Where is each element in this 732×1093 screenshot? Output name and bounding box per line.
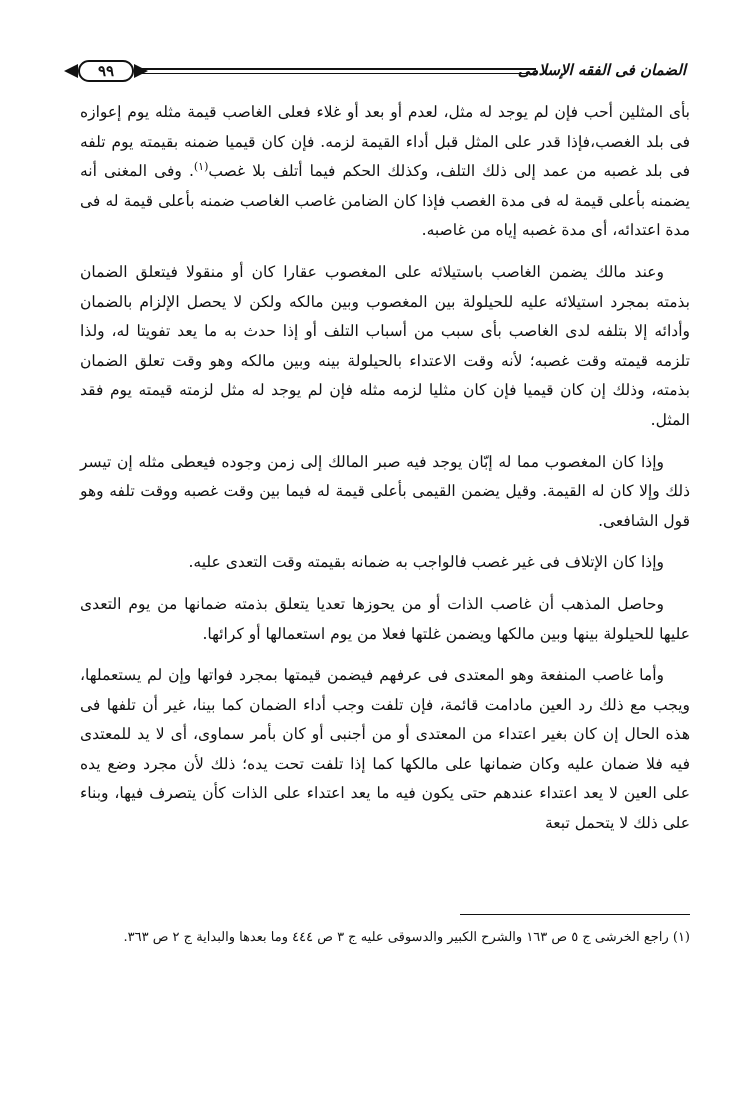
paragraph-6: وأما غاصب المنفعة وهو المعتدى فى عرفهم فيضمن قيمتها بمجرد فواتها وإن لم يستعملها، ويجب مع ذلك رد العين مادامت قائمة، فإن تلفت وجب أداء الضمان كما بينا، غير أن تلفها فى هذه الحال إن كان بغير اعتداء من المعتدى أو من أجنبى أو كان بأمر سماوى، أى لا يد للمعتدى فيه فلا ضمان عليه وكان ضمانها على مالكها كما إذا تلفت تحت يده؛ ذلك لأن مجرد وضع يده على العين لا يعد اعتداء عندهم حتى يكون فيه ما يعد اعتداء على الذات كأن يتصرف فيها، وبناء على ذلك لا يتحمل تبعة bbox=[80, 666, 690, 833]
paragraph-3: وإذا كان المغصوب مما له إبّان يوجد فيه صبر المالك إلى زمن وجوده فيعطى مثله إن تيسر ذلك وإلا كان له القيمة. وقيل يضمن القيمى بأعلى قيمة له فيما بين وقت غصبه ووقت تلفه وهو قول الشافعى. bbox=[80, 452, 690, 530]
body-text bbox=[80, 98, 690, 851]
paragraph-5: وحاصل المذهب أن غاصب الذات أو من يحوزها تعديا يتعلق بذمته ضمانها من يوم التعدى عليها للحيلولة بينها وبين مالكها ويضمن غلتها فعلا من يوم استعمالها أو كرائها. bbox=[80, 594, 690, 643]
paragraph-1 bbox=[80, 98, 690, 246]
footnote-reference: (١) bbox=[193, 160, 209, 174]
running-title: الضمان فى الفقه الإسلامى bbox=[517, 61, 686, 79]
header-right-arrow-ornament bbox=[134, 64, 148, 78]
paragraph-1-continuation: . وفى المغنى أنه يضمنه بأعلى قيمة له فى مدة الغصب فإذا كان الضامن غاصب الغاصب ضمنه بأعلى قيمة له فى مدة اعتدائه، أى مدة غصبه إياه من غاصبه. bbox=[80, 162, 690, 240]
page-number: ٩٩ bbox=[78, 60, 134, 82]
running-header bbox=[64, 58, 686, 92]
paragraph-1-text: بأى المثلين أحب فإن لم يوجد له مثل، لعدم أو بعد أو غلاء فعلى الغاصب قيمة مثله يوم إعوازه فى بلد الغصب،فإذا قدر على المثل قبل أداء القيمة لزمه. فإن كان قيميا ضمنه بقيمته يوم تلفه فى بلد غصبه من عمد إلى ذلك التلف، وكذلك الحكم فيما أتلف بلا غصب bbox=[80, 103, 690, 181]
paragraph-4: وإذا كان الإتلاف فى غير غصب فالواجب به ضمانه بقيمته وقت التعدى عليه. bbox=[188, 553, 664, 572]
footnote: (١) راجع الخرشى ج ٥ ص ١٦٣ والشرح الكبير والدسوقى عليه ج ٣ ص ٤٤٤ وما بعدها والبداية ج ٢ ص ٣٦٣. bbox=[123, 930, 690, 945]
footnote-separator bbox=[460, 914, 690, 915]
paragraph-2: وعند مالك يضمن الغاصب باستيلائه على المغصوب عقارا كان أو منقولا فيتعلق الضمان بذمته بمجرد استيلائه عليه للحيلولة بين المغصوب وبين مالكه ولكن لا يحصل الإلزام بالضمان وأدائه إلا بتلفه لدى الغاصب بأى سبب من أسباب التلف أو إذا حدث به ما يعد تفويتا له، ولذا تلزمه قيمته وقت غصبه؛ لأنه وقت الاعتداء بالحيلولة بينه وبين مالكه وهو وقت تعلق الضمان بذمته، وذلك إن كان قيميا فإن كان مثليا لزمه مثله فإن لم يوجد له مثل لزمته قيمته يوم فقد المثل. bbox=[80, 262, 690, 429]
header-left-arrow-ornament bbox=[64, 64, 78, 78]
header-rule-thin bbox=[134, 73, 536, 74]
header-rule-thick bbox=[134, 68, 536, 70]
